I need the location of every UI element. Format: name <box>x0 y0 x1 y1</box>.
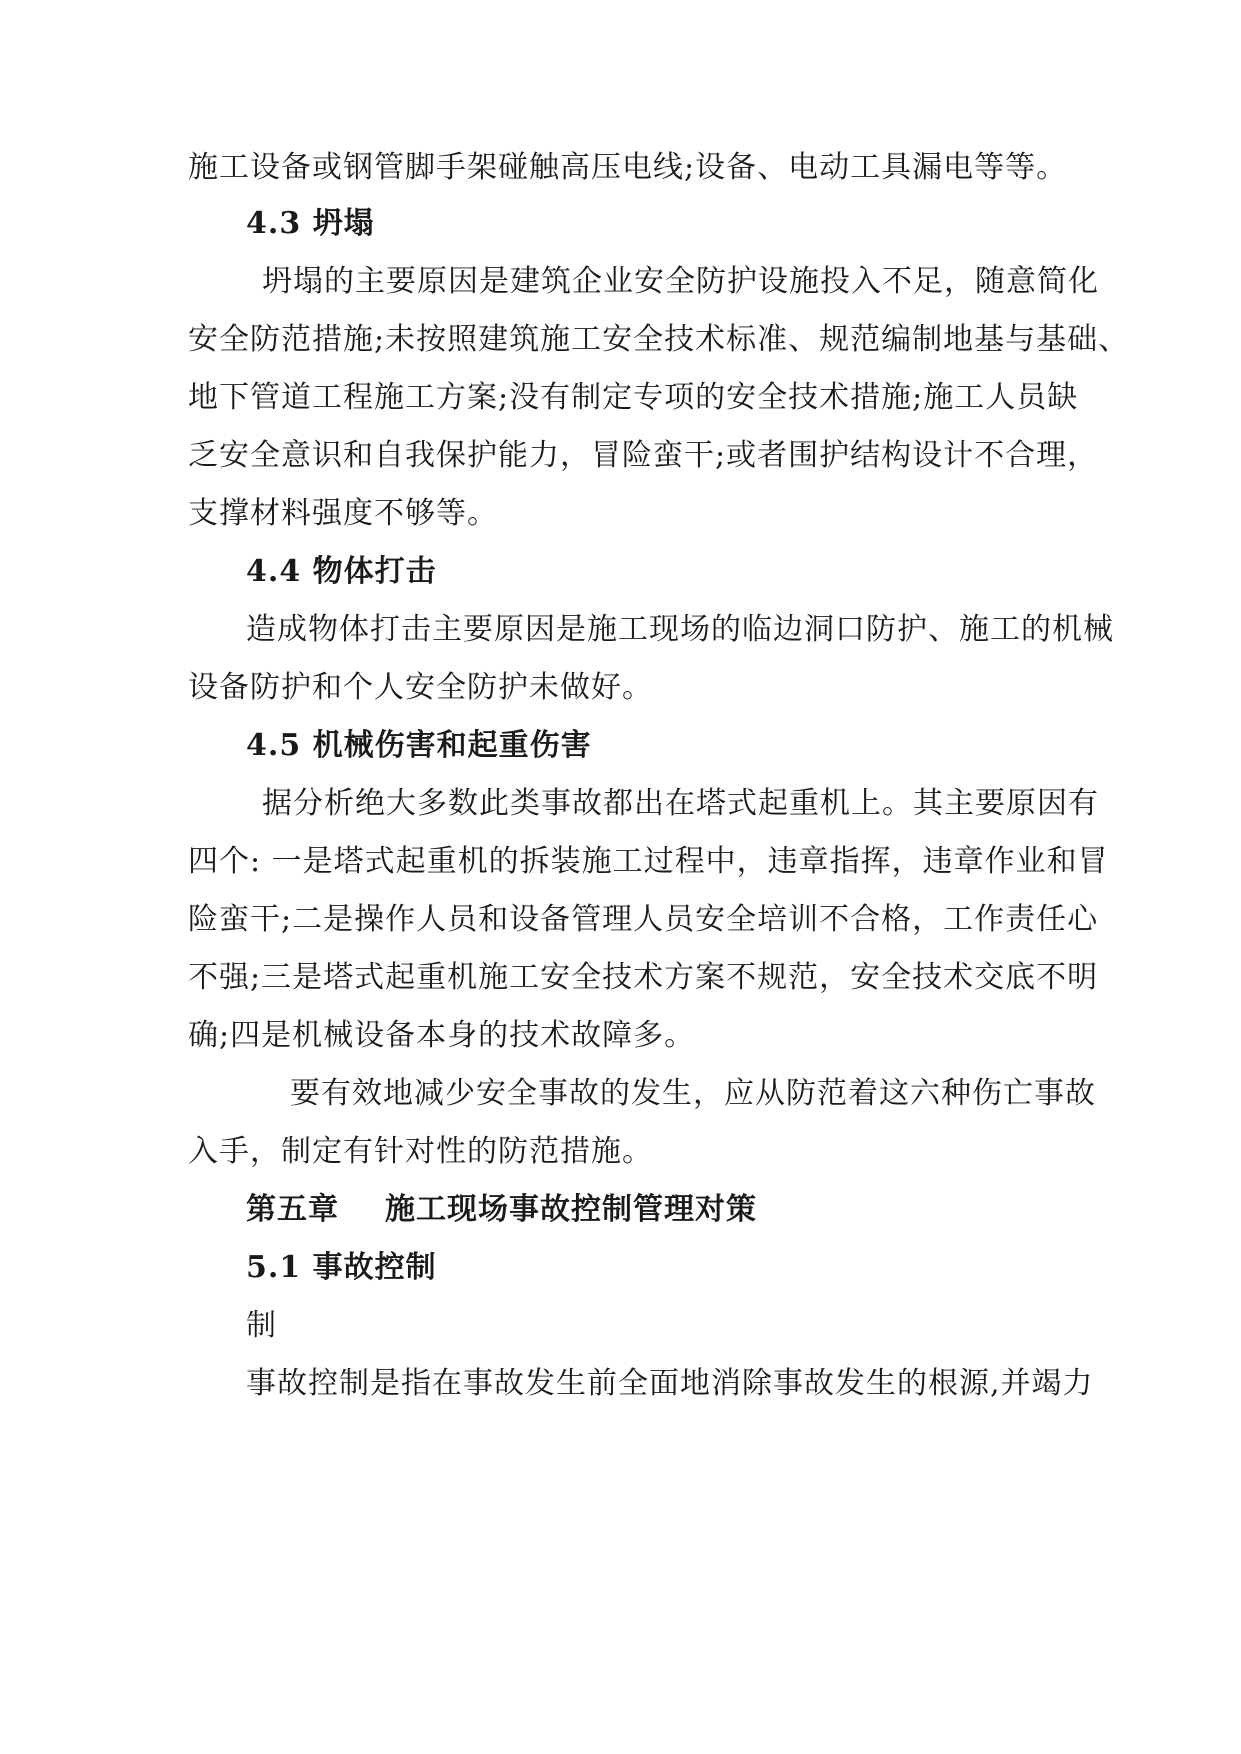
paragraph-line: 支撑材料强度不够等。 <box>188 496 498 531</box>
paragraph-line: 据分析绝大多数此类事故都出在塔式起重机上。其主要原因有 <box>262 786 1099 821</box>
paragraph-line: 事故控制是指在事故发生前全面地消除事故发生的根源,并竭力 <box>246 1366 1094 1401</box>
chapter-number: 第五章 <box>246 1192 339 1227</box>
chapter-heading <box>246 1190 757 1230</box>
chapter-title: 施工现场事故控制管理对策 <box>385 1192 757 1227</box>
section-heading-4-4: 4.4 物体打击 <box>246 554 437 589</box>
paragraph-line: 安全防范措施;未按照建筑施工安全技术标准、规范编制地基与基础、 <box>188 322 1130 357</box>
paragraph-line: 地下管道工程施工方案;没有制定专项的安全技术措施;施工人员缺 <box>188 380 1079 415</box>
paragraph-line: 施工设备或钢管脚手架碰触高压电线;设备、电动工具漏电等等。 <box>188 150 1068 185</box>
paragraph-line: 入手，制定有针对性的防范措施。 <box>188 1134 653 1169</box>
paragraph-line: 造成物体打击主要原因是施工现场的临边洞口防护、施工的机械 <box>246 612 1114 647</box>
paragraph-line: 要有效地减少安全事故的发生，应从防范着这六种伤亡事故 <box>290 1076 1096 1111</box>
paragraph-line: 制 <box>246 1308 277 1343</box>
paragraph-line: 设备防护和个人安全防护未做好。 <box>188 670 653 705</box>
section-heading-4-3: 4.3 坍塌 <box>246 206 375 241</box>
paragraph-line: 险蛮干;二是操作人员和设备管理人员安全培训不合格，工作责任心 <box>188 902 1099 937</box>
paragraph-line: 确;四是机械设备本身的技术故障多。 <box>188 1018 696 1053</box>
paragraph-line: 四个: 一是塔式起重机的拆装施工过程中，违章指挥，违章作业和冒 <box>188 844 1109 879</box>
section-heading-4-5: 4.5 机械伤害和起重伤害 <box>246 728 592 763</box>
paragraph-line: 不强;三是塔式起重机施工安全技术方案不规范，安全技术交底不明 <box>188 960 1099 995</box>
paragraph-line: 乏安全意识和自我保护能力，冒险蛮干;或者围护结构设计不合理， <box>188 438 1099 473</box>
paragraph-line: 坍塌的主要原因是建筑企业安全防护设施投入不足，随意简化 <box>262 264 1099 299</box>
section-heading-5-1: 5.1 事故控制 <box>246 1250 437 1285</box>
